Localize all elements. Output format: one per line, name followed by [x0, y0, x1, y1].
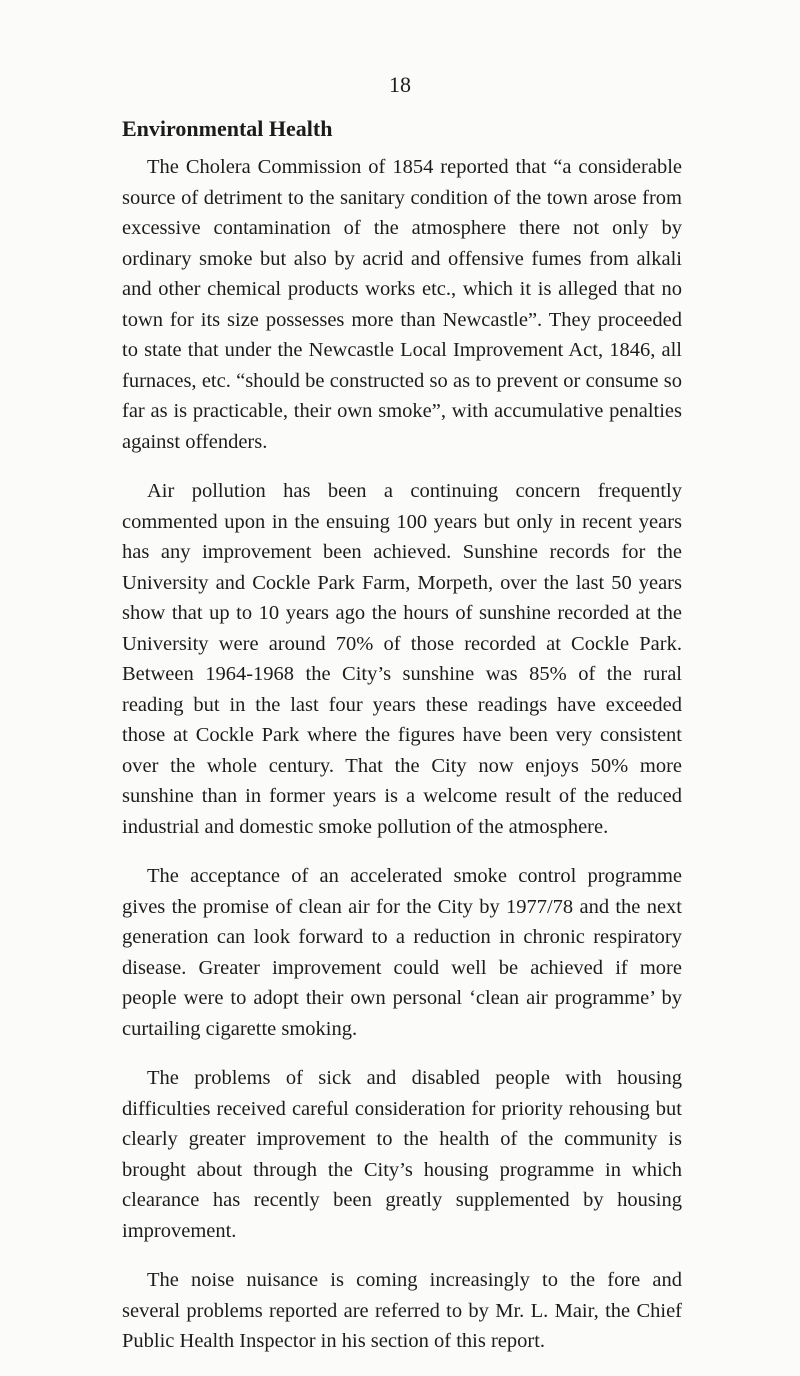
paragraph-air-pollution: Air pollution has been a continuing concern frequently commented upon in the ensuing 100 years but only in recent years has any improvement been achieved. Sunshine records for the University and Cockle Park Farm, Morpeth, over the last 50 years show that up to 10 years ago the hours of sunshine recorded at the University were around 70% of those recorded at Cockle Park. Between 1964-1968 the City’s sunshine was 85% of the rural reading but in the last four years these readings have exceeded those at Cockle Park where the figures have been very consistent over the whole century. That the City now enjoys 50% more sunshine than in former years is a welcome result of the reduced industrial and domestic smoke pollution of the atmosphere.: [122, 480, 682, 838]
page-number: 18: [389, 72, 411, 97]
section-environmental-health: [122, 115, 682, 1376]
paragraph-smoke-control: The acceptance of an accelerated smoke control programme gives the promise of clean air for the City by 1977/78 and the next generation can look forward to a reduction in chronic respiratory disease. Greater improvement could well be achieved if more people were to adopt their own personal ‘clean air programme’ by curtailing cigarette smoking.: [122, 865, 682, 1040]
paragraph-housing: The problems of sick and disabled people with housing difficulties received careful consideration for priority rehousing but clearly greater improvement to the health of the community is brought about through the City’s housing programme in which clearance has recently been greatly supplemented by housing improvement.: [122, 1067, 682, 1242]
paragraph-noise-nuisance: The noise nuisance is coming increasingly to the fore and several problems reported are referred to by Mr. L. Mair, the Chief Public Health Inspector in his section of this report.: [122, 1269, 682, 1352]
paragraph-cholera-commission: The Cholera Commission of 1854 reported that “a considerable source of detriment to the sanitary condition of the town arose from excessive contamination of the atmosphere there not only by ordinary smoke but also by acrid and offensive fumes from alkali and other chemical products works etc., which it is alleged that no town for its size possesses more than Newcastle”. They proceeded to state that under the Newcastle Local Improvement Act, 1846, all furnaces, etc. “should be constructed so as to prevent or consume so far as is practicable, their own smoke”, with accumulative penalties against offenders.: [122, 156, 682, 453]
section-heading: Environmental Health: [122, 116, 333, 141]
